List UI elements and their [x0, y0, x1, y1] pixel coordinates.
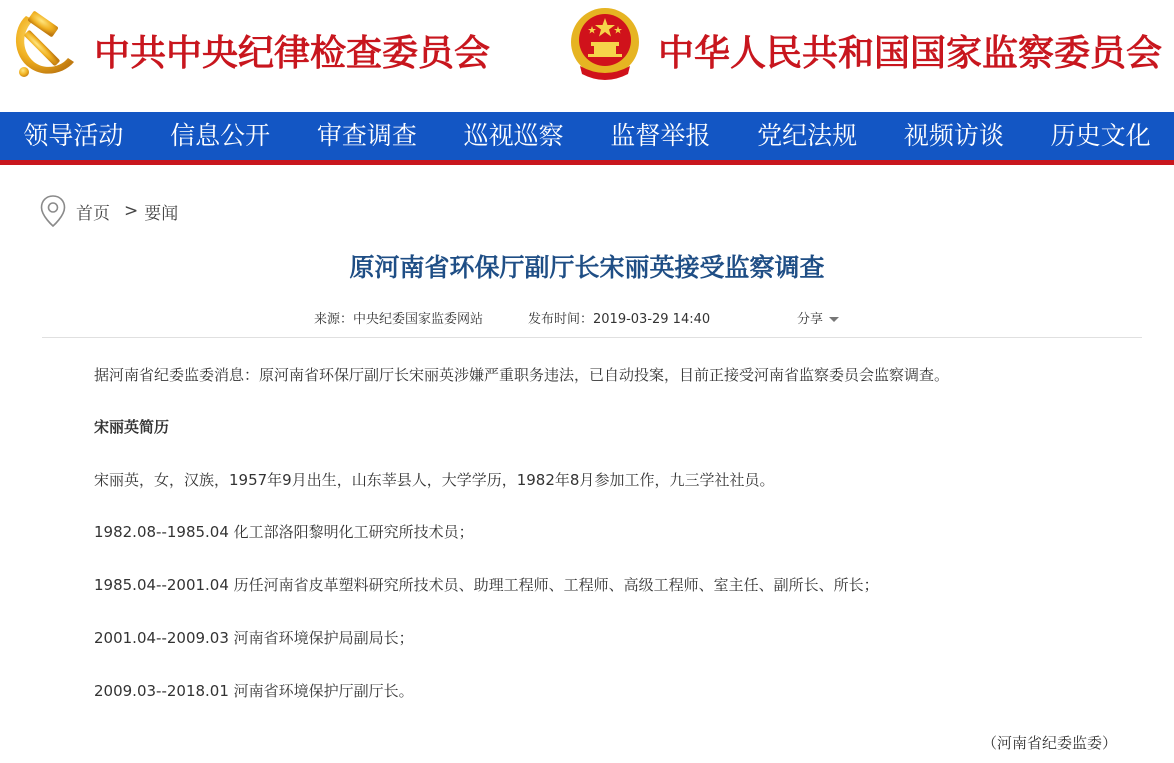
site-header	[0, 0, 1174, 112]
nav-item-disclosure[interactable]: 信息公开	[170, 121, 271, 150]
resume-heading: 宋丽英简历	[94, 418, 170, 436]
resume-entry: 1982.08--1985.04 化工部洛阳黎明化工研究所技术员；	[94, 523, 474, 541]
main-nav	[0, 112, 1174, 165]
share-button[interactable]	[797, 308, 839, 327]
breadcrumb	[40, 194, 178, 228]
nav-item-video[interactable]: 视频访谈	[903, 121, 1004, 150]
nav-item-inspection[interactable]: 巡视巡察	[463, 121, 564, 150]
article-source: 来源：中央纪委国家监委网站	[314, 312, 484, 327]
national-emblem-icon	[568, 4, 642, 82]
article-footer-source: （河南省纪委监委）	[982, 734, 1118, 752]
article-paragraph: 宋丽英，女，汉族，1957年9月出生，山东莘县人，大学学历，1982年8月参加工作，九三学社社员。	[94, 471, 775, 489]
resume-entry: 2001.04--2009.03 河南省环境保护局副局长；	[94, 629, 414, 647]
breadcrumb-current-link[interactable]: 要闻	[144, 203, 179, 224]
article-publish-time: 发布时间：2019-03-29 14:40	[528, 312, 711, 327]
article-title: 原河南省环保厅副厅长宋丽英接受监察调查	[349, 253, 825, 282]
nav-item-regulations[interactable]: 党纪法规	[757, 121, 858, 150]
resume-entry: 2009.03--2018.01 河南省环境保护厅副厅长。	[94, 682, 414, 700]
caret-down-icon	[829, 317, 839, 322]
article-meta	[0, 308, 1174, 328]
nav-item-history[interactable]: 历史文化	[1050, 121, 1151, 150]
share-label: 分享	[797, 312, 824, 327]
article-paragraph: 据河南省纪委监委消息：原河南省环保厅副厅长宋丽英涉嫌严重职务违法，已自动投案，目前正接受河南省监察委员会监察调查。	[94, 366, 950, 384]
nav-item-leadership[interactable]: 领导活动	[23, 121, 124, 150]
nav-item-investigation[interactable]: 审查调查	[316, 121, 417, 150]
hammer-sickle-emblem-icon	[8, 8, 78, 80]
title-divider	[42, 337, 1142, 338]
party-title: 中共中央纪律检查委员会	[94, 32, 491, 74]
state-title: 中华人民共和国国家监察委员会	[658, 32, 1163, 74]
breadcrumb-home-link[interactable]: 首页	[76, 203, 110, 224]
location-pin-icon	[40, 195, 66, 227]
nav-item-report[interactable]: 监督举报	[610, 121, 711, 150]
breadcrumb-separator: >	[124, 201, 139, 221]
resume-entry: 1985.04--2001.04 历任河南省皮革塑料研究所技术员、助理工程师、工程师、高级工程师、室主任、副所长、所长；	[94, 576, 879, 594]
